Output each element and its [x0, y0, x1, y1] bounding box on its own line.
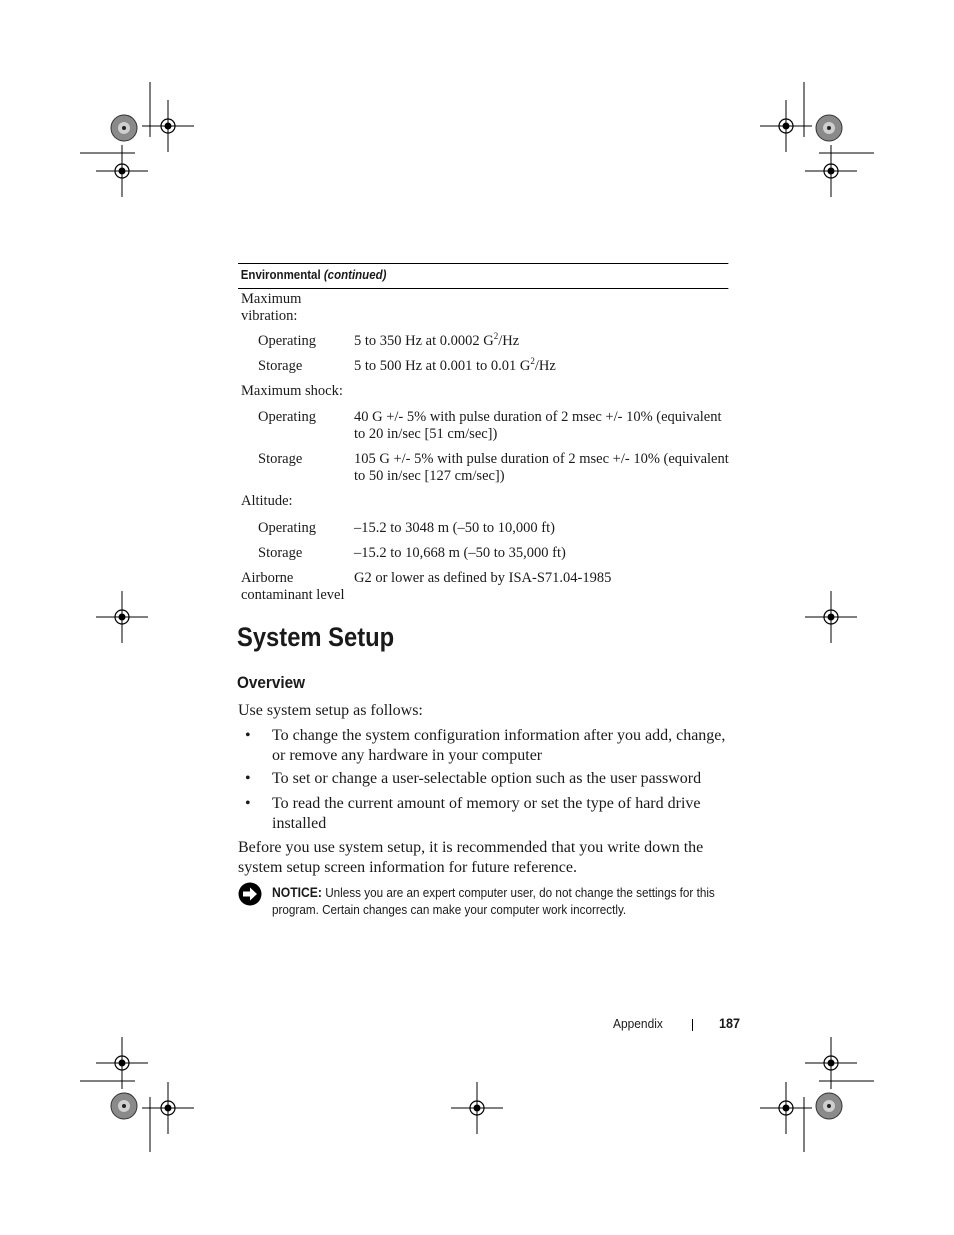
row-value: 5 to 500 Hz at 0.001 to 0.01 $G^2/Hz$ [354, 356, 556, 374]
row-label: Storage [258, 451, 303, 467]
color-target-bottom-right [816, 1093, 842, 1119]
row-label: Storage [258, 545, 303, 561]
intro-paragraph: Use system setup as follows: [238, 702, 423, 719]
notice-text [272, 884, 740, 918]
bullet-icon: • [245, 727, 251, 744]
crop-lines [80, 82, 874, 1152]
row-value: 105 G +/- 5% with pulse duration of 2 msec +/- 10% (equivalent to 50 in/sec [127 cm/sec]) [354, 451, 729, 484]
list-item-text: To change the system configuration information after you add, change, or remove any hardware in your computer [272, 727, 726, 764]
row-label: Operating [258, 520, 316, 536]
row-value: –15.2 to 10,668 m (–50 to 35,000 ft) [354, 545, 566, 561]
list-item-text: To read the current amount of memory or set the type of hard drive installed [272, 795, 701, 832]
list-item-text: To set or change a user-selectable option such as the user password [272, 770, 702, 787]
bullet-icon: • [245, 795, 251, 812]
footer-separator [692, 1019, 693, 1031]
table-title-suffix: (continued) [323, 268, 387, 282]
notice-label: NOTICE: [272, 885, 322, 900]
row-value: G2 or lower as defined by ISA-S71.04-1985 [354, 570, 612, 586]
page-number: 187 [719, 1015, 741, 1031]
row-label: Maximum vibration: [241, 291, 302, 324]
row-value: 40 G +/- 5% with pulse duration of 2 msec +/- 10% (equivalent to 20 in/sec [51 cm/sec]) [354, 409, 722, 442]
row-label: Airborne contaminant level [241, 570, 345, 603]
row-label: Storage [258, 358, 303, 374]
closing-paragraph: Before you use system setup, it is recommended that you write down the system setup screen information for future reference. [238, 839, 704, 876]
bullet-icon: • [245, 770, 251, 787]
table-header [238, 263, 728, 289]
row-value: 5 to 350 Hz at 0.0002 $G^2/Hz$ [354, 331, 520, 349]
row-label: Maximum shock: [241, 383, 343, 399]
registration-mark-mid-left [96, 591, 148, 643]
color-target-bottom-left [111, 1093, 137, 1119]
color-target-top-left [111, 115, 137, 141]
notice-body: Unless you are an expert computer user, do not change the settings for this program. Certain changes can make your computer work incorrectly. [272, 885, 715, 917]
row-label: Operating [258, 333, 316, 349]
row-label: Operating [258, 409, 316, 425]
environmental-table [238, 263, 733, 603]
color-target-top-right [816, 115, 842, 141]
row-value: –15.2 to 3048 m (–50 to 10,000 ft) [354, 520, 555, 536]
registration-mark-mid-right [805, 591, 857, 643]
table-title: Environmental [240, 268, 321, 282]
section-subtitle: Overview [237, 673, 306, 692]
section-title: System Setup [237, 622, 395, 652]
notice-arrow-icon [238, 882, 262, 906]
row-label: Altitude: [241, 493, 293, 509]
footer-section-label: Appendix [613, 1016, 663, 1031]
registration-mark-bottom-center [451, 1082, 503, 1134]
